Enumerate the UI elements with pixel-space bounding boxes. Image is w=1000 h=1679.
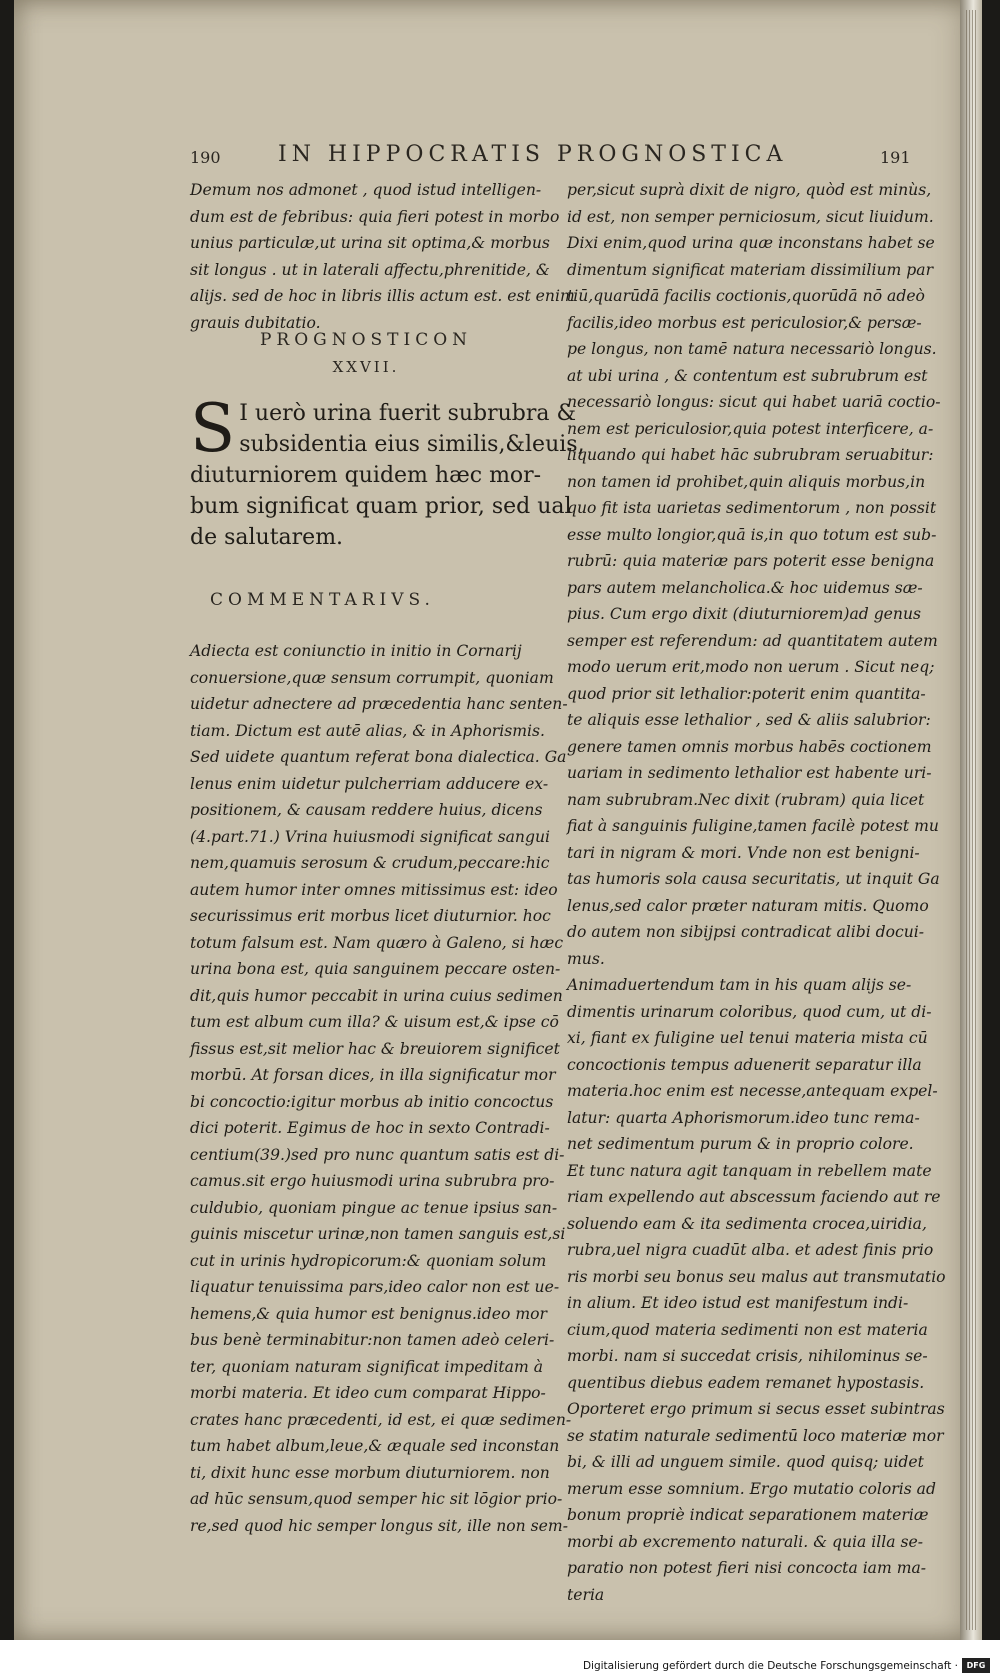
text-line: unius particulæ,ut urina sit optima,& morbus: [190, 234, 550, 252]
text-line: alijs. sed de hoc in libris illis actum est. est enim: [190, 287, 575, 305]
text-line: Et tunc natura agit tanquam in rebellem mate: [567, 1161, 932, 1180]
text-line: te aliquis esse lethalior , sed & aliis salubrior:: [567, 711, 931, 729]
text-line: dimentis urinarum coloribus, quod cum, ut di-: [567, 1002, 932, 1021]
text-line: teria: [567, 1585, 605, 1604]
text-line: liquando qui habet hāc subrubram seruabitur:: [567, 446, 934, 464]
text-line: lenus enim uidetur pulcherriam adducere ex-: [190, 774, 549, 793]
aphorism-line: bum significat quam prior, sed ual: [190, 494, 572, 519]
text-line: autem humor inter omnes mitissimus est: ideo: [190, 880, 558, 899]
text-line: cium,quod materia sedimenti non est materia: [567, 1320, 928, 1339]
aphorism-line: I uerò urina fuerit subrubra &: [239, 401, 577, 426]
text-line: materia.hoc enim est necesse,antequam expel-: [567, 1082, 938, 1100]
right-column-text: [567, 177, 946, 1608]
text-line: bi concoctio:igitur morbus ab initio concoctus: [190, 1092, 554, 1111]
drop-cap: S: [190, 390, 236, 467]
aphorism-line: diuturniorem quidem hæc mor-: [190, 463, 542, 488]
text-line: do autem non sibijpsi contradicat alibi docui-: [567, 923, 925, 941]
text-line: ad hūc sensum,quod semper hic sit lōgior prio-: [190, 1490, 563, 1508]
left-column-top-text: [190, 177, 575, 336]
text-line: Sed uidete quantum referat bona dialectica. Ga: [190, 748, 567, 766]
text-line: re,sed quod hic semper longus sit, ille non sem-: [190, 1516, 568, 1535]
text-line: centium(39.)sed pro nunc quantum satis est di-: [190, 1145, 565, 1164]
text-line: nem est periculosior,quia potest interficere, a-: [567, 419, 934, 438]
text-line: tum est album cum illa? & uisum est,& ipse cō: [190, 1013, 559, 1031]
text-line: morbi ab excremento naturali. & quia illa se-: [567, 1532, 924, 1551]
page-number-left: 190: [190, 148, 221, 167]
text-line: nem,quamuis serosum & crudum,peccare:hic: [190, 854, 550, 872]
aphorism-line: subsidentia eius similis,&leuis,: [239, 432, 585, 457]
section-heading: PROGNOSTICON: [259, 330, 473, 350]
text-line: quo fit ista uarietas sedimentorum , non possit: [567, 499, 937, 517]
running-title: IN HIPPOCRATIS PROGNOSTICA: [278, 142, 788, 167]
text-line: urina bona est, quia sanguinem peccare osten-: [190, 960, 561, 978]
text-line: grauis dubitatio.: [190, 313, 321, 332]
text-line: positionem, & causam reddere huius, dicens: [190, 801, 543, 819]
text-line: ti, dixit hunc esse morbum diuturniorem. non: [190, 1463, 550, 1482]
text-line: (4.part.71.) Vrina huiusmodi significat sangui: [190, 827, 550, 846]
text-line: riam expellendo aut abscessum faciendo aut re: [567, 1188, 941, 1206]
page-number-right: 191: [880, 148, 911, 167]
text-line: morbi. nam si succedat crisis, nihilominus se-: [567, 1347, 928, 1365]
text-line: pe longus, non tamē natura necessariò longus.: [567, 340, 937, 358]
text-line: net sedimentum purum & in proprio colore.: [567, 1135, 914, 1153]
text-line: non tamen id prohibet,quin aliquis morbus,in: [567, 472, 926, 491]
commentary-heading: COMMENTARIVS.: [210, 590, 435, 610]
text-line: bonum propriè indicat separationem materiæ: [567, 1506, 929, 1524]
text-line: hemens,& quia humor est benignus.ideo mor: [190, 1304, 547, 1323]
text-line: fissus est,sit melior hac & breuiorem significet: [190, 1039, 560, 1058]
text-line: Animaduertendum tam in his quam alijs se-: [567, 976, 912, 994]
section-number: XXVII.: [332, 358, 400, 376]
text-line: nam subrubram.Nec dixit (rubram) quia licet: [567, 790, 925, 809]
text-line: quentibus diebus eadem remanet hypostasis.: [567, 1373, 925, 1392]
text-line: Adiecta est coniunctio in initio in Cornarij: [190, 642, 522, 660]
text-line: guinis miscetur urinæ,non tamen sanguis est,si: [190, 1225, 566, 1243]
text-line: bus benè terminabitur:non tamen adeò celeri-: [190, 1331, 555, 1349]
text-line: mus.: [567, 949, 605, 968]
text-line: rubra,uel nigra cuadūt alba. et adest finis prio: [567, 1241, 934, 1259]
text-line: concoctionis tempus aduenerit separatur illa: [567, 1055, 922, 1074]
footer-credit: Digitalisierung gefördert durch die Deutsche Forschungsgemeinschaft ·: [582, 1660, 958, 1672]
text-line: latur: quarta Aphorismorum.ideo tunc rema-: [567, 1108, 920, 1127]
text-line: crates hanc præcedenti, id est, ei quæ sedimen-: [190, 1410, 572, 1429]
text-line: ris morbi seu bonus seu malus aut transmutatio: [567, 1267, 946, 1286]
text-line: tas humoris sola causa securitatis, ut inquit Ga: [567, 870, 940, 888]
text-line: Demum nos admonet , quod istud intelligen-: [190, 181, 542, 199]
aphorism-lines: [190, 390, 585, 553]
text-line: xi, fiant ex fuligine uel tenui materia mista cū: [567, 1029, 928, 1047]
text-line: dimentum significat materiam dissimilium par: [567, 260, 934, 279]
text-line: securissimus erit morbus licet diuturnior. hoc: [190, 907, 551, 925]
text-line: ter, quoniam naturam significat impeditam à: [190, 1357, 543, 1376]
text-line: genere tamen omnis morbus habēs coctionem: [567, 737, 932, 756]
text-line: cut in urinis hydropicorum:& quoniam solum: [190, 1251, 547, 1270]
text-line: necessariò longus: sicut qui habet uariā coctio-: [567, 393, 941, 411]
text-line: at ubi urina , & contentum est subrubrum est: [567, 366, 928, 385]
text-line: id est, non semper perniciosum, sicut liuidum.: [567, 207, 934, 226]
dfg-logo: DFG: [962, 1658, 990, 1673]
text-line: facilis,ideo morbus est periculosior,& persæ-: [567, 313, 922, 332]
text-line: dum est de febribus: quia fieri potest in morbo: [190, 207, 560, 226]
aphorism-line: de salutarem.: [190, 525, 344, 550]
text-line: tiū,quarūdā facilis coctionis,quorūdā nō adeò: [567, 287, 925, 305]
left-column-commentary: [190, 638, 572, 1539]
text-line: in alium. Et ideo istud est manifestum indi-: [567, 1294, 909, 1312]
text-line: dit,quis humor peccabit in urina cuius sedimen: [190, 986, 563, 1005]
text-line: rubrū: quia materiæ pars poterit esse benigna: [567, 552, 935, 570]
text-line: camus.sit ergo huiusmodi urina subrubra pro-: [190, 1172, 555, 1190]
text-line: totum falsum est. Nam quæro à Galeno, si hæc: [190, 933, 564, 952]
text-line: tum habet album,leue,& æquale sed inconstan: [190, 1437, 560, 1455]
text-line: pars autem melancholica.& hoc uidemus sæ-: [567, 578, 923, 597]
running-header: [190, 142, 911, 172]
text-line: pius. Cum ergo dixit (diuturniorem)ad genus: [567, 605, 921, 623]
text-line: morbū. At forsan dices, in illa significatur mor: [190, 1066, 556, 1084]
text-line: esse multo longior,quā is,in quo totum est sub-: [567, 525, 937, 544]
text-line: Oporteret ergo primum si secus esset subintras: [567, 1400, 945, 1418]
text-line: se statim naturale sedimentū loco materiæ mor: [567, 1426, 944, 1445]
text-line: tiam. Dictum est autē alias, & in Aphorismis.: [190, 721, 545, 740]
text-line: bi, & illi ad unguem simile. quod quisq; uidet: [567, 1453, 924, 1471]
text-line: uidetur adnectere ad præcedentia hanc senten-: [190, 695, 568, 713]
text-line: liquatur tenuissima pars,ideo calor non est ue-: [190, 1278, 560, 1296]
text-line: conuersione,quæ sensum corrumpit, quoniam: [190, 668, 554, 687]
text-line: lenus,sed calor præter naturam mitis. Quomo: [567, 896, 929, 915]
text-line: tari in nigram & mori. Vnde non est benigni-: [567, 843, 920, 862]
text-line: dici poterit. Egimus de hoc in sexto Contradi-: [190, 1119, 550, 1137]
text-line: merum esse somnium. Ergo mutatio coloris ad: [567, 1479, 936, 1498]
text-line: quod prior sit lethalior:poterit enim quantita-: [567, 684, 926, 703]
text-line: morbi materia. Et ideo cum comparat Hippo-: [190, 1384, 546, 1402]
text-line: modo uerum erit,modo non uerum . Sicut neq;: [567, 658, 935, 676]
text-line: soluendo eam & ita sedimenta crocea,uiridia,: [567, 1214, 927, 1233]
aphorism-text: [190, 390, 585, 553]
text-line: per,sicut suprà dixit de nigro, quòd est minùs,: [567, 181, 932, 199]
text-line: Dixi enim,quod urina quæ inconstans habet se: [567, 234, 935, 252]
text-line: semper est referendum: ad quantitatem autem: [567, 631, 938, 650]
text-line: paratio non potest fieri nisi concocta iam ma-: [567, 1559, 927, 1577]
text-line: culdubio, quoniam pingue ac tenue ipsius san-: [190, 1198, 558, 1217]
page-edge: [960, 0, 982, 1640]
page-edge-lines: [966, 10, 978, 1630]
text-line: sit longus . ut in laterali affectu,phrenitide, &: [190, 260, 550, 279]
text-line: fiat à sanguinis fuligine,tamen facilè potest mu: [567, 817, 939, 835]
text-line: uariam in sedimento lethalior est habente uri-: [567, 764, 932, 782]
